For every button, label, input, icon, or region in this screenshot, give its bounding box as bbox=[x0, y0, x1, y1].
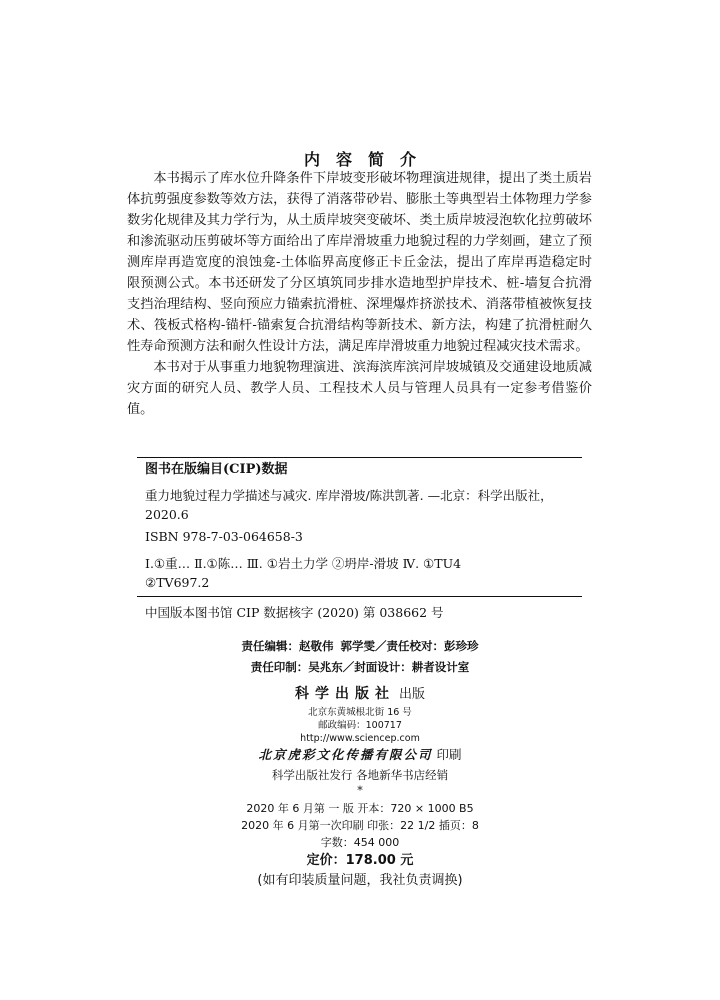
cip-classification: ②TV697.2 bbox=[145, 575, 210, 590]
cip-isbn: ISBN 978-7-03-064658-3 bbox=[145, 529, 303, 544]
publisher-postcode: 邮政编码：100717 bbox=[318, 720, 402, 731]
publisher-name: 科学出版社 bbox=[294, 686, 395, 702]
printer-block bbox=[0, 745, 720, 797]
production-credits: 责任印制：吴兆东／封面设计：耕者设计室 bbox=[250, 660, 470, 674]
summary-paragraph: 本书揭示了库水位升降条件下岸坡变形破坏物理演进规律，提出了类土质岩体抗剪强度参数等效方法，获得了消落带砂岩、膨胀土等典型岩土体物理力学参数劣化规律及其力学行为，从土质岸坡突变破坏、类土质岸坡浸泡软化拉剪破坏和渗流驱动压剪破坏等方面给出了库岸滑坡重力地貌过程的力学刻画，建立了预测库岸再造宽度的浪蚀龛-土体临界高度修正卡丘金法，提出了库岸再造稳定时限预测公式。本书还研发了分区填筑同步排水造地型护岸技术、桩-墙复合抗滑支挡治理结构、竖向预应力锚索抗滑桩、深埋爆炸挤淤技术、消落带植被恢复技术、筏板式格构-锚杆-锚索复合抗滑结构等新技术、新方法，构建了抗滑桩耐久性寿命预测方法和耐久性设计方法，满足库岸滑坡重力地貌过程减灾技术需求。 bbox=[127, 171, 592, 354]
quality-notice: (如有印装质量问题，我社负责调换) bbox=[257, 873, 463, 888]
publisher-url: http://www.sciencep.com bbox=[300, 733, 420, 744]
page-title: 内容简介 bbox=[303, 150, 432, 169]
distribution-line: 科学出版社发行 各地新华书店经销 bbox=[271, 768, 449, 782]
publisher-suffix: 出版 bbox=[398, 687, 425, 702]
credits-block bbox=[0, 636, 720, 678]
edition-line: 2020 年 6 月第 一 版 开本：720 × 1000 B5 bbox=[246, 802, 474, 815]
cip-bibliographic-line: 2020.6 bbox=[145, 507, 189, 522]
cip-heading: 图书在版编目(CIP)数据 bbox=[145, 462, 288, 477]
cip-bibliographic-line: 重力地貌过程力学描述与减灾. 库岸滑坡/陈洪凯著. —北京：科学出版社， bbox=[145, 488, 553, 503]
price: 定价：178.00 元 bbox=[306, 853, 414, 868]
separator-star: * bbox=[357, 784, 363, 797]
word-count: 字数：454 000 bbox=[320, 836, 400, 849]
editor-credits: 责任编辑：赵敬伟 郭学雯／责任校对：彭珍珍 bbox=[241, 639, 479, 653]
cip-record-number: 中国版本图书馆 CIP 数据核字 (2020) 第 038662 号 bbox=[145, 605, 444, 620]
printer-suffix: 印刷 bbox=[436, 747, 462, 762]
edition-specs bbox=[0, 800, 720, 891]
publisher-address: 北京东黄城根北街 16 号 bbox=[308, 707, 412, 718]
publisher-block bbox=[0, 683, 720, 745]
printing-line: 2020 年 6 月第一次印刷 印张：22 1/2 插页：8 bbox=[241, 819, 479, 832]
summary-text bbox=[127, 168, 592, 420]
printer-name: 北京虎彩文化传播有限公司 bbox=[258, 747, 433, 762]
cip-classification: Ⅰ.①重… Ⅱ.①陈… Ⅲ. ①岩土力学 ②坍岸-滑坡 Ⅳ. ①TU4 bbox=[145, 556, 462, 571]
summary-paragraph: 本书对于从事重力地貌物理演进、滨海滨库滨河岸坡城镇及交通建设地质减灾方面的研究人员、教学人员、工程技术人员与管理人员具有一定参考借鉴价值。 bbox=[127, 360, 592, 417]
cip-block bbox=[137, 457, 582, 597]
